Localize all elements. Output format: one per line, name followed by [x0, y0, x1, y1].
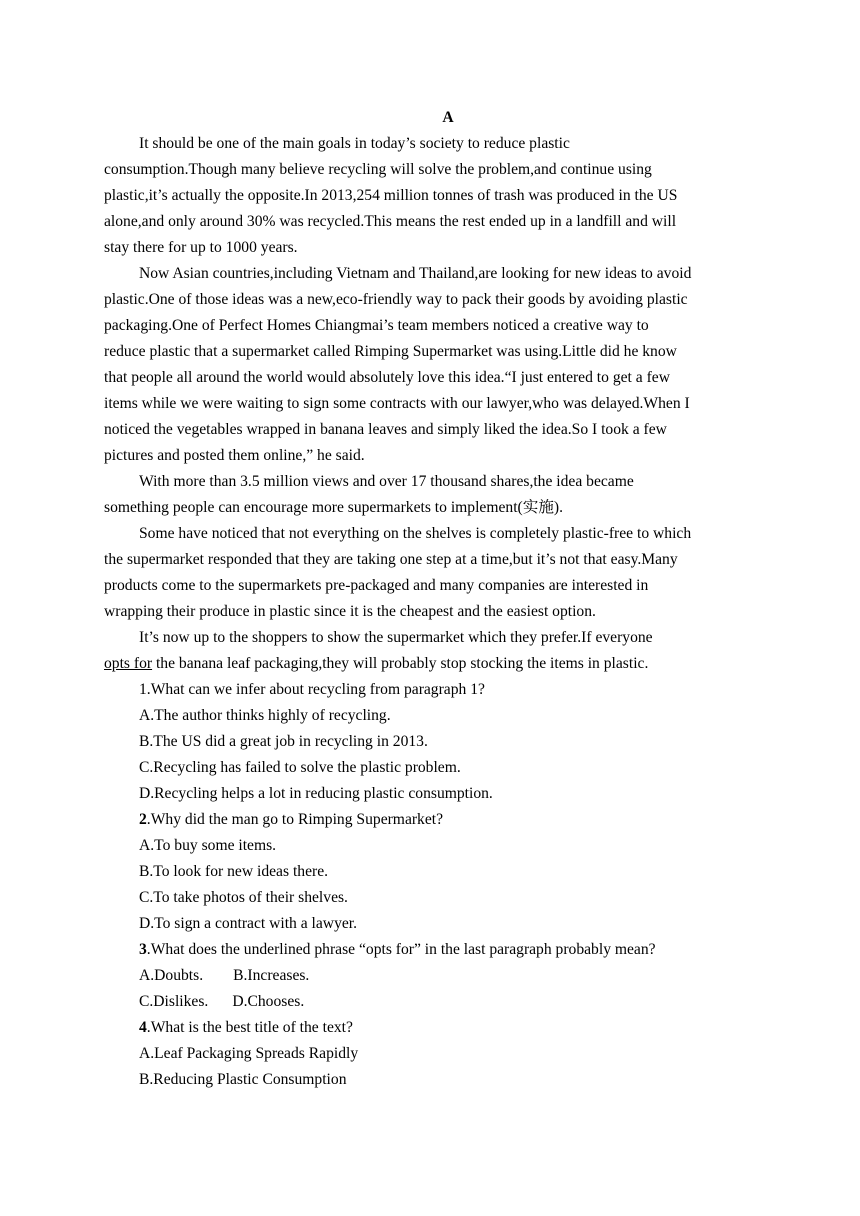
- option: C.Recycling has failed to solve the plastic problem.: [139, 759, 461, 776]
- question-number: 3: [139, 941, 147, 958]
- question-text: .What is the best title of the text?: [146, 1019, 353, 1036]
- text-line: something people can encourage more supermarkets to implement(实施).: [104, 499, 564, 516]
- question-stem: [104, 1015, 764, 1041]
- option: B.The US did a great job in recycling in 2013.: [139, 733, 428, 750]
- question-number: 4: [139, 1019, 147, 1036]
- question-text: .Why did the man go to Rimping Supermarket?: [146, 811, 444, 828]
- text-line: It’s now up to the shoppers to show the supermarket which they prefer.If everyone: [139, 629, 653, 646]
- question-stem: [104, 807, 764, 833]
- question-4: [104, 1015, 764, 1093]
- text-line: alone,and only around 30% was recycled.This means the rest ended up in a landfill and will: [104, 213, 677, 230]
- text-line: With more than 3.5 million views and over 17 thousand shares,the idea became: [139, 473, 634, 490]
- document-body: [104, 131, 764, 1093]
- paragraph-1: [104, 131, 764, 261]
- question-3: [104, 937, 764, 1015]
- question-text: .What can we infer about recycling from paragraph 1?: [146, 681, 485, 698]
- question-number: 2: [139, 811, 147, 828]
- text-run: the banana leaf packaging,they will probably stop stocking the items in plastic.: [152, 655, 649, 672]
- text-line: noticed the vegetables wrapped in banana leaves and simply liked the idea.So I took a few: [104, 421, 667, 438]
- option: A.The author thinks highly of recycling.: [139, 707, 391, 724]
- option: A.Doubts.: [139, 967, 204, 984]
- text-line: Some have noticed that not everything on the shelves is completely plastic-free to which: [139, 525, 692, 542]
- paragraph-4: [104, 521, 764, 625]
- text-line: that people all around the world would absolutely love this idea.“I just entered to get a few: [104, 369, 670, 386]
- text-line: consumption.Though many believe recycling will solve the problem,and continue using: [104, 161, 652, 178]
- text-line: reduce plastic that a supermarket called Rimping Supermarket was using.Little did he know: [104, 343, 677, 360]
- option: A.Leaf Packaging Spreads Rapidly: [139, 1045, 359, 1062]
- text-line: Now Asian countries,including Vietnam and Thailand,are looking for new ideas to avoid: [139, 265, 692, 282]
- option-row: [104, 989, 764, 1015]
- text-line: plastic.One of those ideas was a new,eco-friendly way to pack their goods by avoiding plastic: [104, 291, 688, 308]
- question-number: 1: [139, 681, 147, 698]
- paragraph-5: [104, 625, 764, 677]
- option: D.Recycling helps a lot in reducing plastic consumption.: [139, 785, 493, 802]
- text-line: It should be one of the main goals in today’s society to reduce plastic: [139, 135, 570, 152]
- question-2: [104, 807, 764, 937]
- text-line: stay there for up to 1000 years.: [104, 239, 298, 256]
- text-line: packaging.One of Perfect Homes Chiangmai’s team members noticed a creative way to: [104, 317, 649, 334]
- option: B.Increases.: [233, 967, 310, 984]
- option: A.To buy some items.: [139, 837, 277, 854]
- question-stem: [104, 937, 764, 963]
- text-line: plastic,it’s actually the opposite.In 2013,254 million tonnes of trash was produced in the US: [104, 187, 678, 204]
- question-text: .What does the underlined phrase “opts for” in the last paragraph probably mean?: [146, 941, 656, 958]
- option: B.Reducing Plastic Consumption: [139, 1071, 347, 1088]
- option: D.Chooses.: [232, 993, 305, 1010]
- underlined-phrase: opts for: [104, 655, 153, 672]
- text-line: the supermarket responded that they are taking one step at a time,but it’s not that easy.Many: [104, 551, 678, 568]
- text-line: wrapping their produce in plastic since it is the cheapest and the easiest option.: [104, 603, 596, 620]
- option-row: [104, 963, 764, 989]
- text-line: [104, 651, 764, 677]
- paragraph-3: [104, 469, 764, 521]
- section-title: A: [442, 109, 454, 126]
- option: B.To look for new ideas there.: [139, 863, 329, 880]
- option: D.To sign a contract with a lawyer.: [139, 915, 358, 932]
- text-line: items while we were waiting to sign some contracts with our lawyer,who was delayed.When I: [104, 395, 690, 412]
- paragraph-2: [104, 261, 764, 469]
- text-line: pictures and posted them online,” he said.: [104, 447, 365, 464]
- text-line: products come to the supermarkets pre-packaged and many companies are interested in: [104, 577, 649, 594]
- question-1: [104, 677, 764, 807]
- option: C.To take photos of their shelves.: [139, 889, 348, 906]
- option: C.Dislikes.: [139, 993, 209, 1010]
- question-stem: [104, 677, 764, 703]
